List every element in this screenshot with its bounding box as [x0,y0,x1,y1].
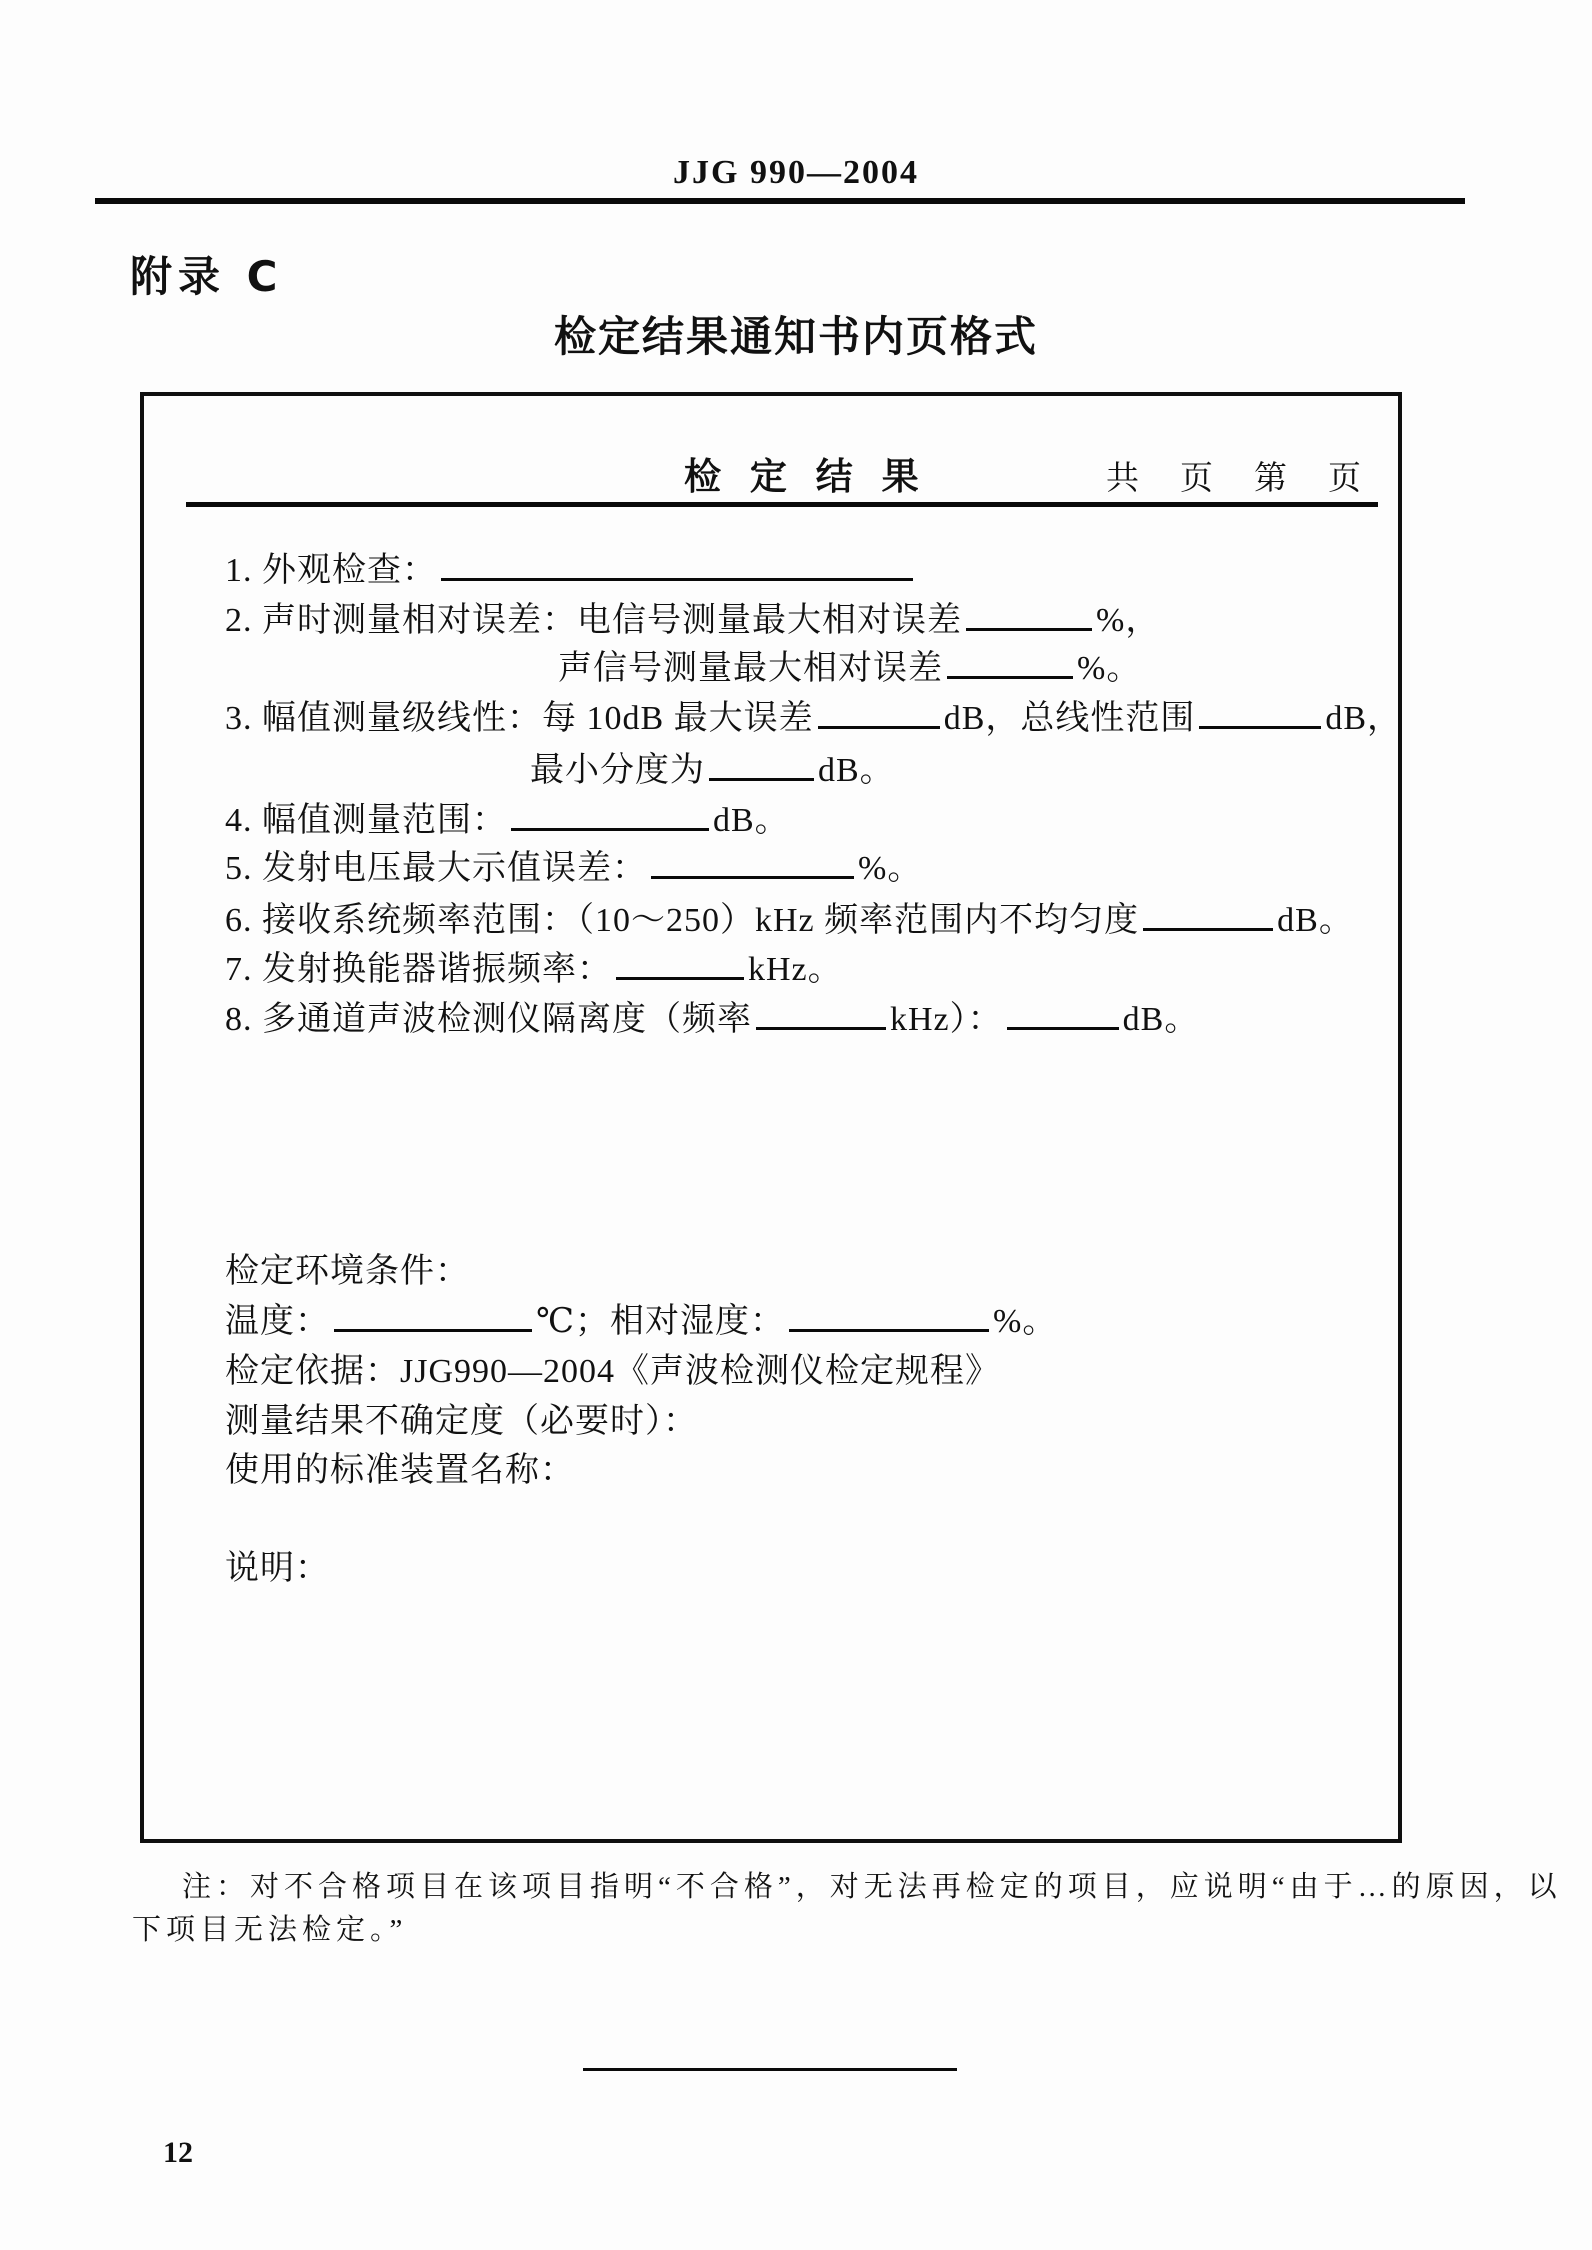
item3b-label: 最小分度为 [530,752,705,789]
verification-basis: 检定依据：JJG990—2004《声波检测仪检定规程》 [225,1353,1001,1390]
item4-label: 4. 幅值测量范围： [225,802,507,839]
item3-label: 3. 幅值测量级线性：每 10dB 最大误差 [225,700,814,737]
item8-unit: dB。 [1122,1001,1200,1038]
env-temp-humidity-line [225,1293,1057,1342]
pagination-label: 共 页 第 页 [1106,461,1365,497]
blank-line [1199,697,1321,729]
blank-line [334,1300,532,1332]
form-item-5 [225,840,922,889]
remark-line [225,1540,330,1589]
item3-unit: dB， [1325,700,1403,737]
result-form-box [140,392,1402,1843]
item1-label: 1. 外观检查： [225,552,437,589]
uncertainty-label: 测量结果不确定度（必要时）： [225,1403,698,1440]
item7-unit: kHz。 [748,951,843,988]
header-rule [95,198,1465,204]
item4-unit: dB。 [713,802,790,839]
blank-line [651,847,854,879]
blank-line [966,599,1092,631]
env-conditions-label: 检定环境条件： [225,1253,470,1290]
blank-line [1143,899,1273,931]
form-title: 检 定 结 果 [684,455,927,498]
item8-label: 8. 多通道声波检测仪隔离度（频率 [225,1001,752,1038]
humidity-unit: %。 [993,1303,1058,1340]
item3-mid: dB，总线性范围 [943,700,1196,737]
item8-mid: kHz）： [890,1001,1003,1038]
blank-line [1007,998,1119,1030]
blank-line [947,647,1073,679]
form-item-2b [558,640,1141,689]
temperature-unit: ℃； [536,1303,611,1340]
form-item-3b [530,742,895,791]
item5-unit: %。 [858,850,923,887]
form-item-8 [225,991,1199,1040]
form-item-6 [225,892,1354,941]
footnote-line-1: 注：对不合格项目在该项目指明“不合格”，对无法再检定的项目，应说明“由于…的原因，以 [182,1871,1562,1903]
item2-label: 2. 声时测量相对误差：电信号测量最大相对误差 [225,602,962,639]
footnote-line-2: 下项目无法检定。” [132,1914,408,1946]
uncertainty-line [225,1393,698,1442]
blank-line [709,749,814,781]
form-item-7 [225,941,843,990]
item5-label: 5. 发射电压最大示值误差： [225,850,647,887]
blank-line [511,799,709,831]
standard-device-label: 使用的标准装置名称： [225,1452,575,1489]
appendix-label: 附录 C [130,252,284,301]
blank-line [441,549,913,581]
standard-device-line [225,1442,575,1491]
blank-line [789,1300,989,1332]
document-code-header: JJG 990—2004 [673,154,919,191]
item6-unit: dB。 [1277,902,1354,939]
footer-rule [583,2068,957,2071]
page-number: 12 [163,2136,193,2169]
form-item-2 [225,592,1160,641]
form-item-3 [225,690,1402,739]
item2-unit: %， [1096,602,1161,639]
item2b-unit: %。 [1077,650,1142,687]
item2b-label: 声信号测量最大相对误差 [558,650,943,687]
verification-basis-line [225,1343,1000,1392]
humidity-label: 相对湿度： [610,1303,786,1340]
remark-label: 说明： [225,1550,330,1587]
blank-line [616,948,744,980]
temperature-label: 温度： [225,1303,330,1340]
env-conditions-line [225,1243,470,1292]
form-item-1 [225,542,917,591]
item7-label: 7. 发射换能器谐振频率： [225,951,612,988]
blank-line [818,697,940,729]
item3b-unit: dB。 [818,752,895,789]
page-title: 检定结果通知书内页格式 [553,312,1038,361]
blank-line [756,998,886,1030]
item6-label: 6. 接收系统频率范围：（10～250）kHz 频率范围内不均匀度 [225,902,1140,939]
form-title-rule [186,502,1378,507]
form-item-4 [225,792,790,841]
